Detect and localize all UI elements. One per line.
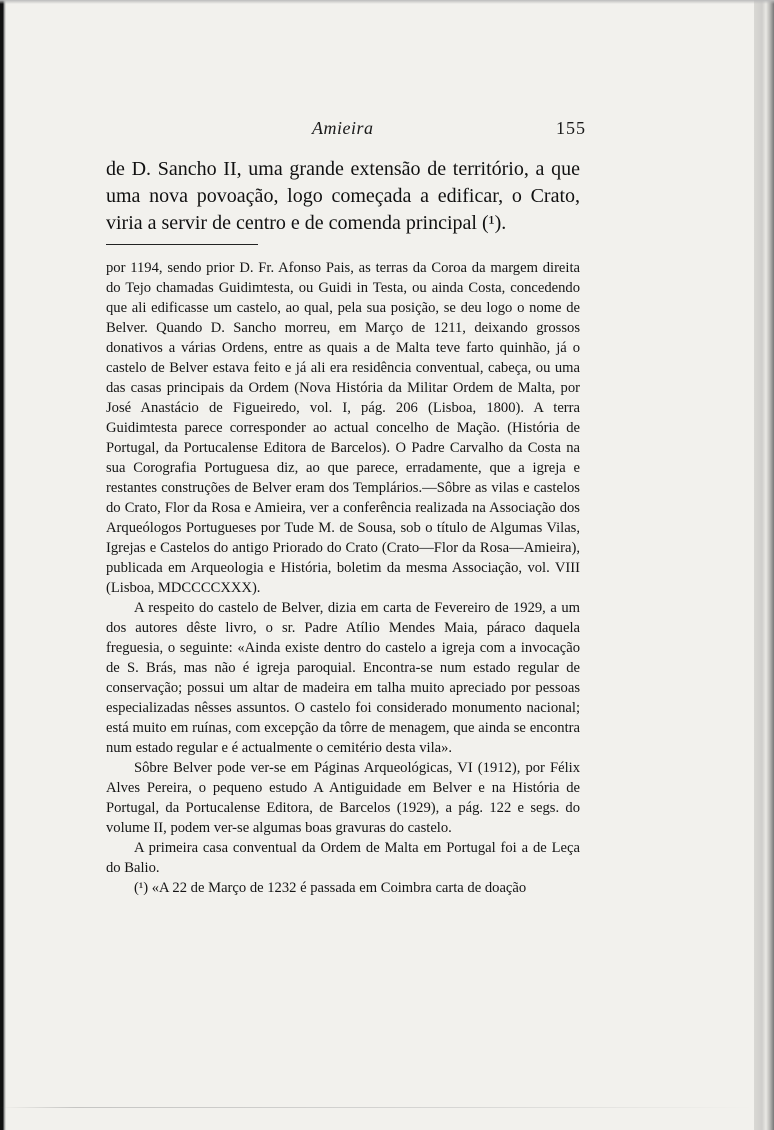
top-shadow xyxy=(0,0,774,4)
running-head xyxy=(106,118,586,142)
footnote-rule xyxy=(106,244,258,245)
footnote-paragraph-belver-sources: Sôbre Belver pode ver-se em Páginas Arqueológicas, VI (1912), por Félix Alves Pereira, o pequeno estudo A Antiguidade em Belver e na História de Portugal, da Portucalense Editora, de Barcelos (1929), a pág. 122 e segs. do volume II, podem ver-se algumas boas gravuras do castelo. xyxy=(106,760,580,836)
bottom-scan-line xyxy=(0,1107,754,1108)
page-edge-shadow xyxy=(754,0,774,1130)
main-text xyxy=(106,156,580,237)
binding-edge xyxy=(0,0,6,1130)
footnote-paragraph-leca-do-balio: A primeira casa conventual da Ordem de Malta em Portugal foi a de Leça do Balio. xyxy=(106,840,580,876)
main-paragraph: de D. Sancho II, uma grande extensão de território, a que uma nova povoação, logo começada a edificar, o Crato, viria a servir de centro e de comenda principal (¹). xyxy=(106,158,580,234)
footnote-1-start: (¹) «A 22 de Março de 1232 é passada em Coimbra carta de doação xyxy=(134,880,527,896)
footnote-continuation: por 1194, sendo prior D. Fr. Afonso Pais, as terras da Coroa da margem direita do Tejo chamadas Guidimtesta, ou Guidi in Testa, ou ainda Costa, concedendo que ali edificasse um castelo, ao qual, pela sua posição, se deu logo o nome de Belver. Quando D. Sancho morreu, em Março de 1211, deixando grossos donativos a várias Ordens, entre as quais a de Malta teve farto quinhão, já o castelo de Belver estava feito e já ali era residência conventual, cabeça, ou uma das casas principais da Ordem (Nova História da Militar Ordem de Malta, por José Anastácio de Figueiredo, vol. I, pág. 206 (Lisboa, 1800). A terra Guidimtesta parece corresponder ao actual concelho de Mação. (História de Portugal, da Portucalense Editora de Barcelos). O Padre Carvalho da Costa na sua Corografia Portuguesa diz, ao que parece, erradamente, que a igreja e restantes construções de Belver eram dos Templários.—Sôbre as vilas e castelos do Crato, Flor da Rosa e Amieira, ver a conferência realizada na Associação dos Arqueólogos Portugueses por Tude M. de Sousa, sob o título de Algumas Vilas, Igrejas e Castelos do antigo Priorado do Crato (Crato—Flor da Rosa—Amieira), publicada em Arqueologia e História, boletim da mesma Associação, vol. VIII (Lisboa, MDCCCCXXX). xyxy=(106,260,580,596)
footnotes xyxy=(106,258,580,898)
footnote-paragraph-belver-letter: A respeito do castelo de Belver, dizia em carta de Fevereiro de 1929, a um dos autores dêste livro, o sr. Padre Atílio Mendes Maia, páraco daquela freguesia, o seguinte: «Ainda existe dentro do castelo a igreja com a invocação de S. Brás, mas não é igreja paroquial. Encontra-se num estado regular de conservação; possui um altar de madeira em talha muito apreciado por pessoas especializadas nêsses assuntos. O castelo foi considerado monumento nacional; está muito em ruínas, com excepção da tôrre de menagem, que ainda se encontra num estado regular e é actualmente o cemitério desta vila». xyxy=(106,600,580,756)
running-title: Amieira xyxy=(312,118,374,138)
page-number: 155 xyxy=(556,118,586,138)
